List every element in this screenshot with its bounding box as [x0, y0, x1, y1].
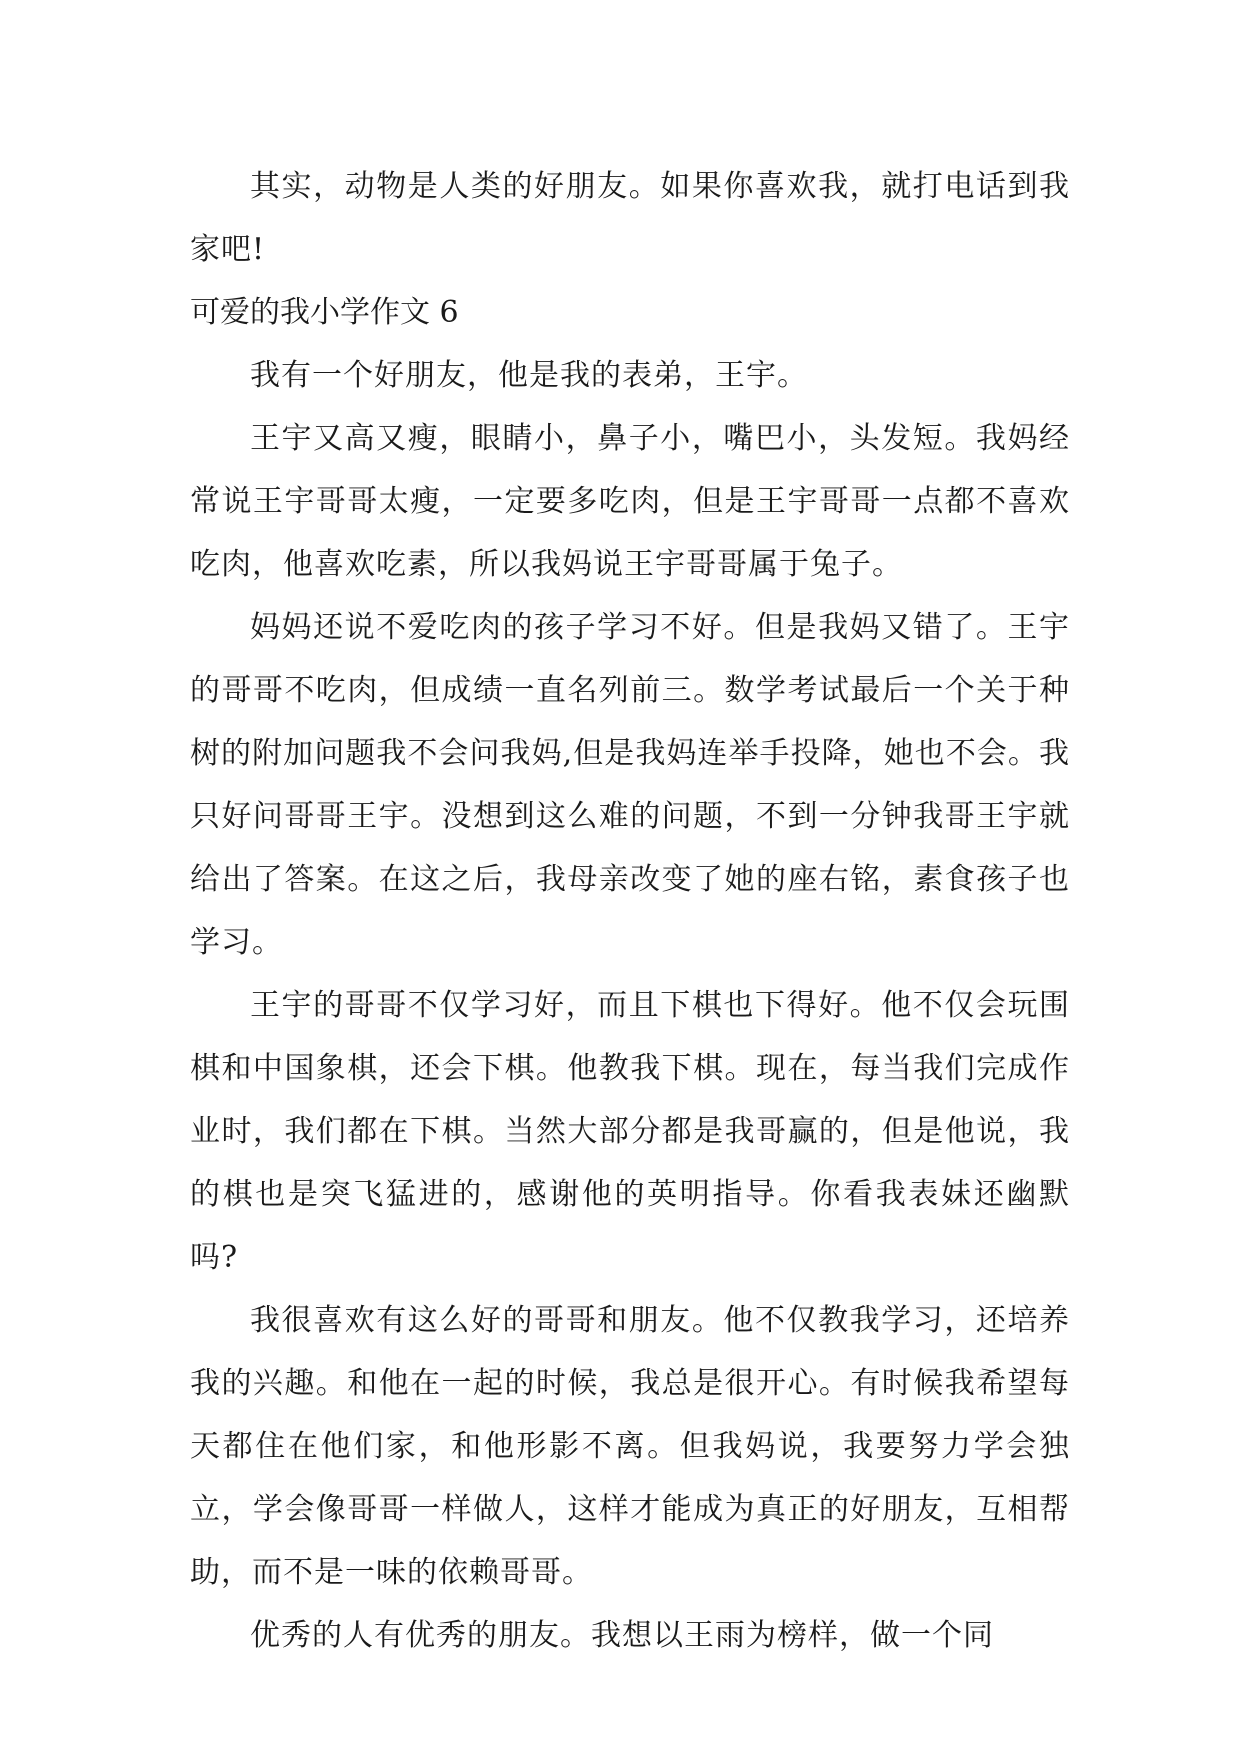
paragraph: 优秀的人有优秀的朋友。我想以王雨为榜样，做一个同 [250, 1618, 994, 1653]
paragraph: 王宇又高又瘦，眼睛小，鼻子小，嘴巴小，头发短。我妈经常说王宇哥哥太瘦，一定要多吃肉，但是王宇哥哥一点都不喜欢吃肉，他喜欢吃素，所以我妈说王宇哥哥属于兔子。 [190, 421, 1070, 582]
paragraph: 妈妈还说不爱吃肉的孩子学习不好。但是我妈又错了。王宇的哥哥不吃肉，但成绩一直名列前三。数学考试最后一个关于种树的附加问题我不会问我妈,但是我妈连举手投降，她也不会。我只好问哥哥王宇。没想到这么难的问题，不到一分钟我哥王宇就给出了答案。在这之后，我母亲改变了她的座右铭，素食孩子也学习。 [190, 610, 1070, 960]
paragraph: 我很喜欢有这么好的哥哥和朋友。他不仅教我学习，还培养我的兴趣。和他在一起的时候，我总是很开心。有时候我希望每天都住在他们家，和他形影不离。但我妈说，我要努力学会独立，学会像哥哥一样做人，这样才能成为真正的好朋友，互相帮助，而不是一味的依赖哥哥。 [190, 1303, 1070, 1590]
lead-paragraph: 其实，动物是人类的好朋友。如果你喜欢我，就打电话到我家吧! [190, 169, 1070, 267]
section-title: 可爱的我小学作文 6 [190, 295, 459, 330]
paragraph: 王宇的哥哥不仅学习好，而且下棋也下得好。他不仅会玩围棋和中国象棋，还会下棋。他教我下棋。现在，每当我们完成作业时，我们都在下棋。当然大部分都是我哥赢的，但是他说，我的棋也是突飞猛进的，感谢他的英明指导。你看我表妹还幽默吗? [190, 988, 1070, 1275]
document-body [190, 155, 1070, 1667]
paragraph: 我有一个好朋友，他是我的表弟，王宇。 [250, 358, 808, 393]
